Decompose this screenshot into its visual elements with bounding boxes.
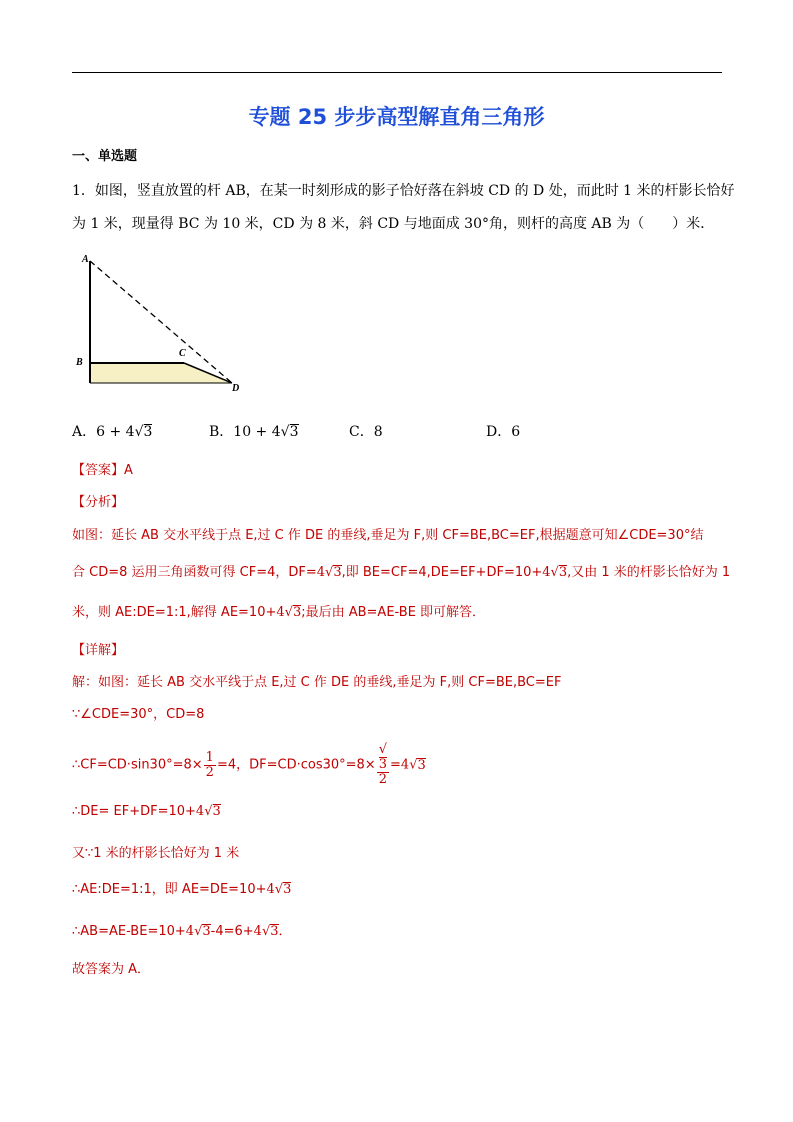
detail-line-1: 解：如图：延长 AB 交水平线于点 E,过 C 作 DE 的垂线,垂足为 F,则 CF=BE,BC=EF	[72, 675, 562, 690]
option-b: B．10 + 4√3	[209, 424, 299, 440]
label-d: D	[232, 383, 240, 394]
analysis-line-3: 米，则 AE:DE=1:1,解得 AE=10+4√3;最后由 AB=AE-BE 即可解答．	[72, 605, 486, 620]
analysis-heading: 【分析】	[72, 495, 125, 510]
detail-heading: 【详解】	[72, 643, 125, 658]
page-title: 专题 25 步步高型解直角三角形	[248, 105, 545, 129]
section-heading: 一、单选题	[72, 149, 138, 164]
answer-line: 【答案】A	[72, 463, 133, 478]
fraction-one-half: $\frac{1}{2}$	[205, 749, 214, 780]
header-rule	[72, 72, 722, 73]
detail-line-3: ∴CF=CD·sin30°=8× $\frac{1}{2}$ =4，DF=CD·cos30°=8× √ 3 2 =4√3	[72, 742, 426, 787]
label-a: A	[82, 254, 89, 265]
analysis-line-2: 合 CD=8 运用三角函数可得 CF=4，DF=4√3,即 BE=CF=4,DE=EF+DF=10+4√3,又由 1 米的杆影长恰好为 1	[72, 565, 731, 580]
label-b: B	[76, 357, 83, 368]
fraction-root3-over-2: √ 3 2	[378, 742, 387, 787]
slope-shade	[90, 363, 232, 383]
detail-line-7: ∴AB=AE-BE=10+4√3-4=6+4√3．	[72, 924, 292, 939]
detail-line-8: 故答案为 A．	[72, 962, 151, 977]
detail-line-6: ∴AE:DE=1:1，即 AE=DE=10+4√3	[72, 882, 292, 897]
option-d: D．6	[486, 424, 521, 440]
detail-line-4: ∴DE= EF+DF=10+4√3	[72, 804, 221, 819]
question-line-2: 为 1 米，现量得 BC 为 10 米，CD 为 8 米，斜 CD 与地面成 30°角，则杆的高度 AB 为（ ）米．	[72, 216, 715, 232]
detail-line-2: ∵∠CDE=30°，CD=8	[72, 707, 205, 722]
option-a: A．6 + 4√3	[72, 424, 153, 440]
analysis-line-1: 如图：延长 AB 交水平线于点 E,过 C 作 DE 的垂线,垂足为 F,则 CF=BE,BC=EF,根据题意可知∠CDE=30°结	[72, 528, 704, 543]
detail-line-5: 又∵1 米的杆影长恰好为 1 米	[72, 846, 240, 861]
question-line-1: 1．如图，竖直放置的杆 AB，在某一时刻形成的影子恰好落在斜坡 CD 的 D 处，而此时 1 米的杆影长恰好	[72, 183, 735, 199]
label-c: C	[179, 348, 186, 359]
geometry-figure	[72, 253, 252, 398]
option-c: C．8	[349, 424, 383, 440]
